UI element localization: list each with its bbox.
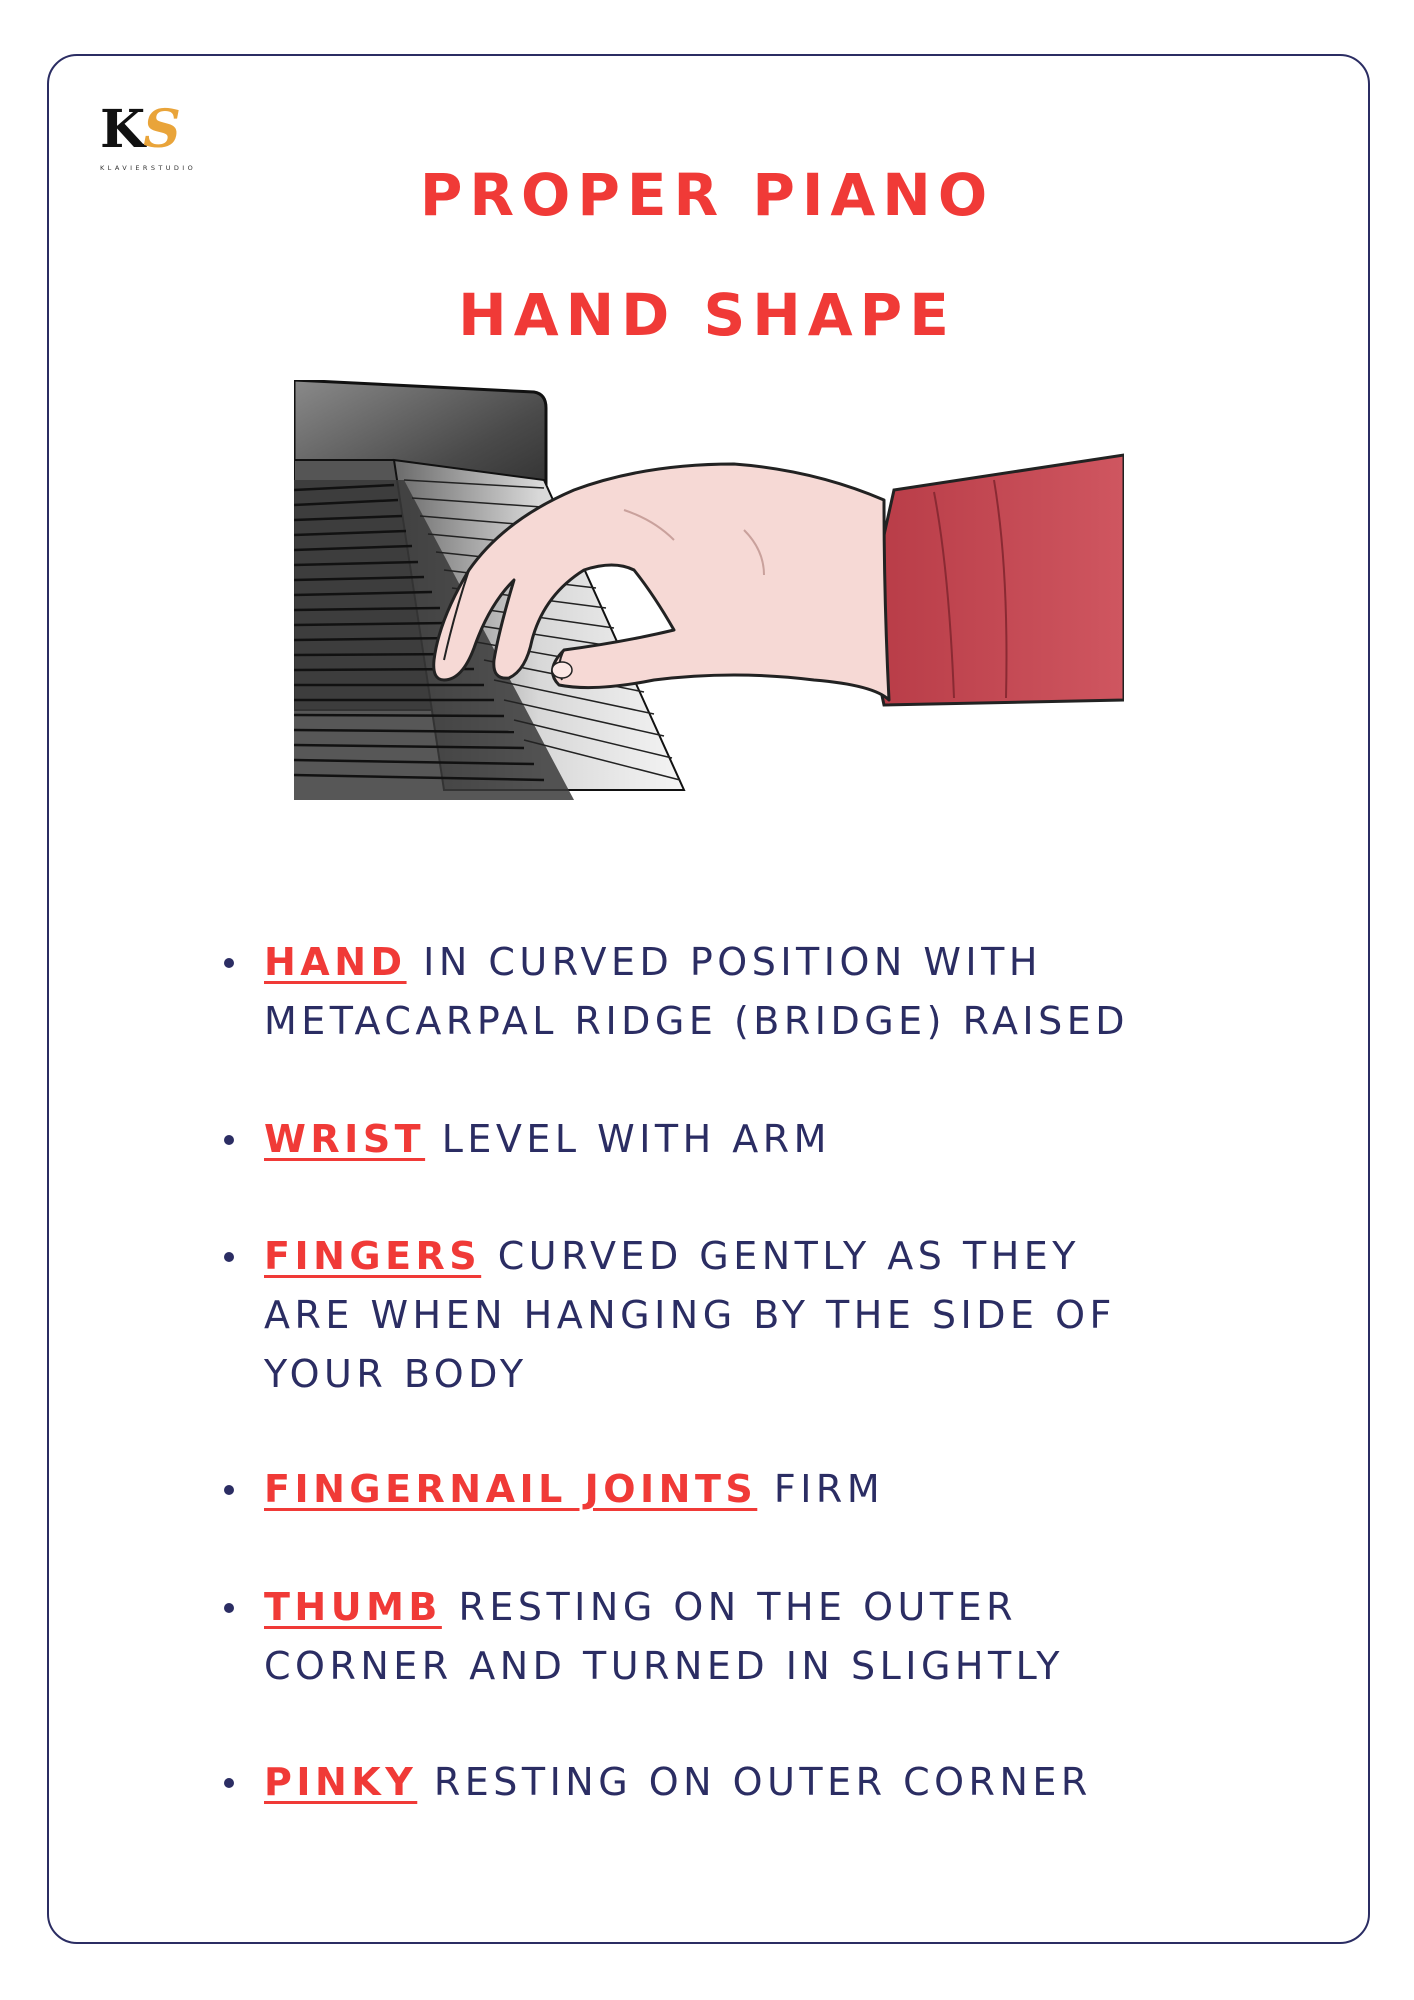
bullet-dot-icon (224, 1485, 234, 1495)
bullet-text: CURVED GENTLY AS THEY ARE WHEN HANGING BY THE SIDE OF YOUR BODY (264, 1234, 1116, 1396)
bullet-keyword: FINGERNAIL JOINTS (264, 1467, 758, 1511)
bullet-text: IN CURVED POSITION WITH METACARPAL RIDGE (BRIDGE) RAISED (264, 940, 1130, 1043)
bullet-dot-icon (224, 958, 234, 968)
piano-hand-illustration (294, 380, 1124, 800)
list-item (220, 1227, 1304, 1404)
logo-caption: KLAVIERSTUDIO (100, 164, 197, 172)
page-title (0, 135, 1414, 375)
bullet-dot-icon (224, 1252, 234, 1262)
list-item (220, 1578, 1304, 1696)
list-item (220, 1753, 1304, 1812)
bullet-keyword: FINGERS (264, 1234, 482, 1278)
title-line-1: PROPER PIANO (419, 161, 995, 229)
bullet-text: RESTING ON OUTER CORNER (417, 1760, 1092, 1804)
list-item (220, 1460, 1304, 1519)
logo-letter-k: K (100, 99, 144, 160)
title-line-2: HAND SHAPE (458, 281, 956, 349)
bullet-keyword: WRIST (264, 1117, 426, 1161)
bullet-text: RESTING ON THE OUTER CORNER AND TURNED IN SLIGHTLY (264, 1585, 1065, 1688)
bullet-text: LEVEL WITH ARM (425, 1117, 831, 1161)
bullet-dot-icon (224, 1778, 234, 1788)
bullet-keyword: PINKY (264, 1760, 418, 1804)
bullet-keyword: HAND (264, 940, 407, 984)
bullet-dot-icon (224, 1135, 234, 1145)
list-item (220, 1110, 1304, 1169)
list-item (220, 933, 1304, 1051)
logo-letter-s: S (143, 99, 179, 160)
bullet-keyword: THUMB (264, 1585, 442, 1629)
sleeve (873, 455, 1124, 705)
bullet-text: FIRM (757, 1467, 885, 1511)
bullet-dot-icon (224, 1603, 234, 1613)
